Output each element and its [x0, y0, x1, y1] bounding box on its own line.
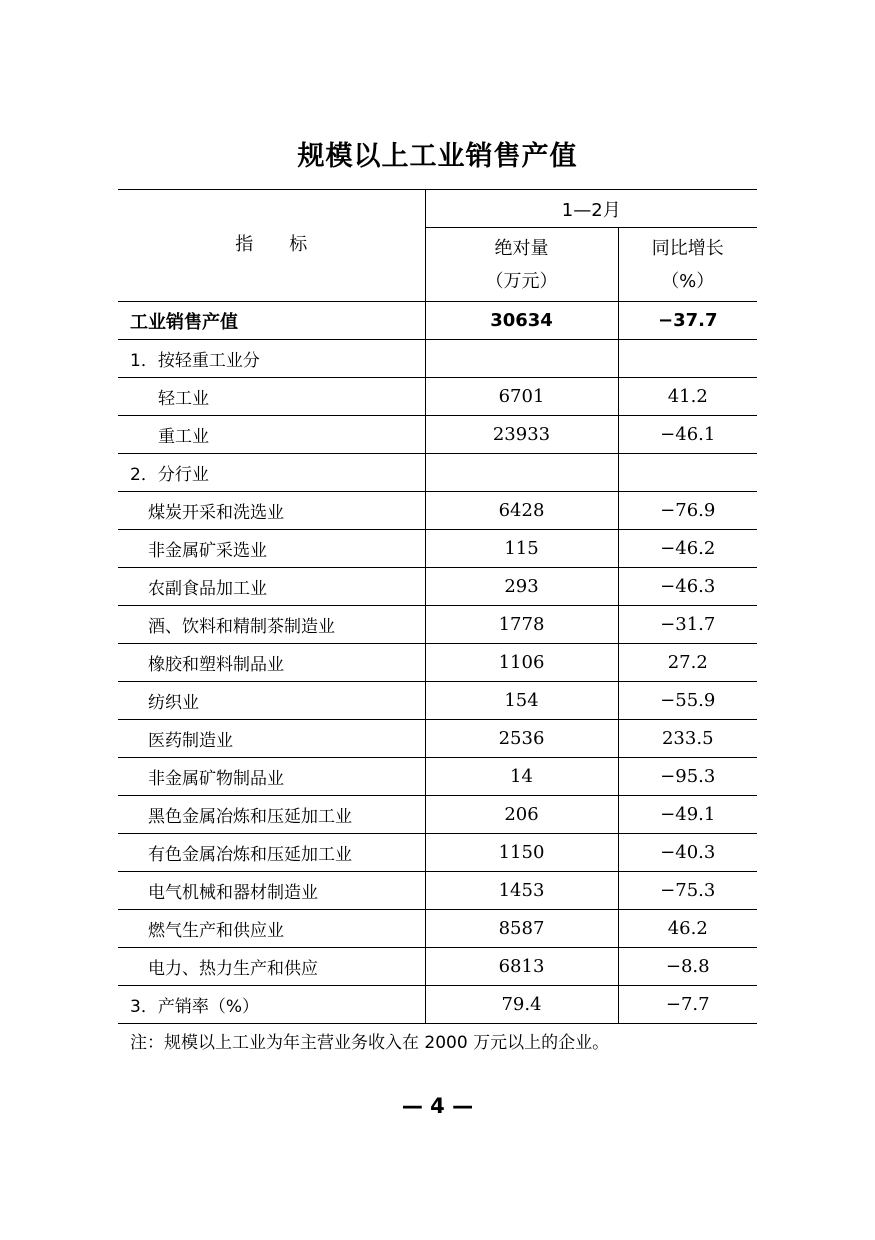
table-row: [118, 758, 757, 796]
table-row: [118, 986, 757, 1024]
row-value: 1778: [425, 606, 618, 644]
table-row: [118, 416, 757, 454]
page-number: — 4 —: [401, 1094, 474, 1118]
table-row: [118, 910, 757, 948]
row-label: 农副食品加工业: [118, 568, 425, 606]
table-row: [118, 606, 757, 644]
row-growth: −75.3: [618, 872, 757, 910]
row-value: 6428: [425, 492, 618, 530]
row-label: 医药制造业: [118, 720, 425, 758]
row-label: 燃气生产和供应业: [118, 910, 425, 948]
page-title: 规模以上工业销售产值: [297, 141, 578, 172]
row-label: 橡胶和塑料制品业: [118, 644, 425, 682]
table-row: [118, 948, 757, 986]
row-growth: 27.2: [618, 644, 757, 682]
row-value: 206: [425, 796, 618, 834]
row-value: 2536: [425, 720, 618, 758]
row-value: 1150: [425, 834, 618, 872]
row-value: 1106: [425, 644, 618, 682]
row-label: 非金属矿采选业: [118, 530, 425, 568]
table-row: [118, 492, 757, 530]
row-label: 非金属矿物制品业: [118, 758, 425, 796]
row-value: 1453: [425, 872, 618, 910]
table-row: [118, 834, 757, 872]
row-growth: [618, 340, 757, 378]
row-label: 纺织业: [118, 682, 425, 720]
row-growth: −49.1: [618, 796, 757, 834]
row-label: 电气机械和器材制造业: [118, 872, 425, 910]
row-value: 23933: [425, 416, 618, 454]
row-growth: −37.7: [618, 302, 757, 340]
table-row: [118, 378, 757, 416]
table-row: [118, 302, 757, 340]
table-row: [118, 796, 757, 834]
row-growth: −7.7: [618, 986, 757, 1024]
table-row: [118, 872, 757, 910]
row-growth: −46.1: [618, 416, 757, 454]
row-growth: −76.9: [618, 492, 757, 530]
header-growth: [618, 228, 757, 302]
row-value: 14: [425, 758, 618, 796]
header-period: 1—2月: [425, 190, 757, 228]
industrial-sales-table: [118, 189, 757, 1024]
row-value: 6813: [425, 948, 618, 986]
row-value: 6701: [425, 378, 618, 416]
table-row: [118, 682, 757, 720]
row-label: 3．产销率（%）: [118, 986, 425, 1024]
row-value: 115: [425, 530, 618, 568]
row-label: 2．分行业: [118, 454, 425, 492]
row-label: 1．按轻重工业分: [118, 340, 425, 378]
row-label: 轻工业: [118, 378, 425, 416]
row-value: [425, 454, 618, 492]
row-label: 有色金属冶炼和压延加工业: [118, 834, 425, 872]
table-row: [118, 454, 757, 492]
row-label: 煤炭开采和洗选业: [118, 492, 425, 530]
row-growth: −46.3: [618, 568, 757, 606]
header-indicator: 指 标: [118, 190, 425, 302]
row-label: 酒、饮料和精制茶制造业: [118, 606, 425, 644]
row-growth: 46.2: [618, 910, 757, 948]
row-label: 重工业: [118, 416, 425, 454]
header-absolute-unit: （万元）: [485, 270, 558, 292]
row-growth: 233.5: [618, 720, 757, 758]
row-growth: −95.3: [618, 758, 757, 796]
row-value: [425, 340, 618, 378]
row-label: 工业销售产值: [118, 302, 425, 340]
row-growth: [618, 454, 757, 492]
row-growth: 41.2: [618, 378, 757, 416]
table-row: [118, 530, 757, 568]
row-value: 79.4: [425, 986, 618, 1024]
row-growth: −31.7: [618, 606, 757, 644]
row-value: 30634: [425, 302, 618, 340]
row-growth: −40.3: [618, 834, 757, 872]
row-value: 154: [425, 682, 618, 720]
row-value: 293: [425, 568, 618, 606]
row-growth: −55.9: [618, 682, 757, 720]
header-absolute: [425, 228, 618, 302]
table-row: [118, 720, 757, 758]
header-growth-title: 同比增长: [651, 237, 724, 259]
header-absolute-title: 绝对量: [494, 237, 549, 259]
header-growth-unit: （%）: [661, 270, 715, 292]
table-row: [118, 568, 757, 606]
row-label: 电力、热力生产和供应: [118, 948, 425, 986]
row-growth: −8.8: [618, 948, 757, 986]
row-value: 8587: [425, 910, 618, 948]
table-row: [118, 644, 757, 682]
row-label: 黑色金属冶炼和压延加工业: [118, 796, 425, 834]
footnote: 注：规模以上工业为年主营业务收入在 2000 万元以上的企业。: [130, 1033, 610, 1053]
table-row: [118, 340, 757, 378]
row-growth: −46.2: [618, 530, 757, 568]
